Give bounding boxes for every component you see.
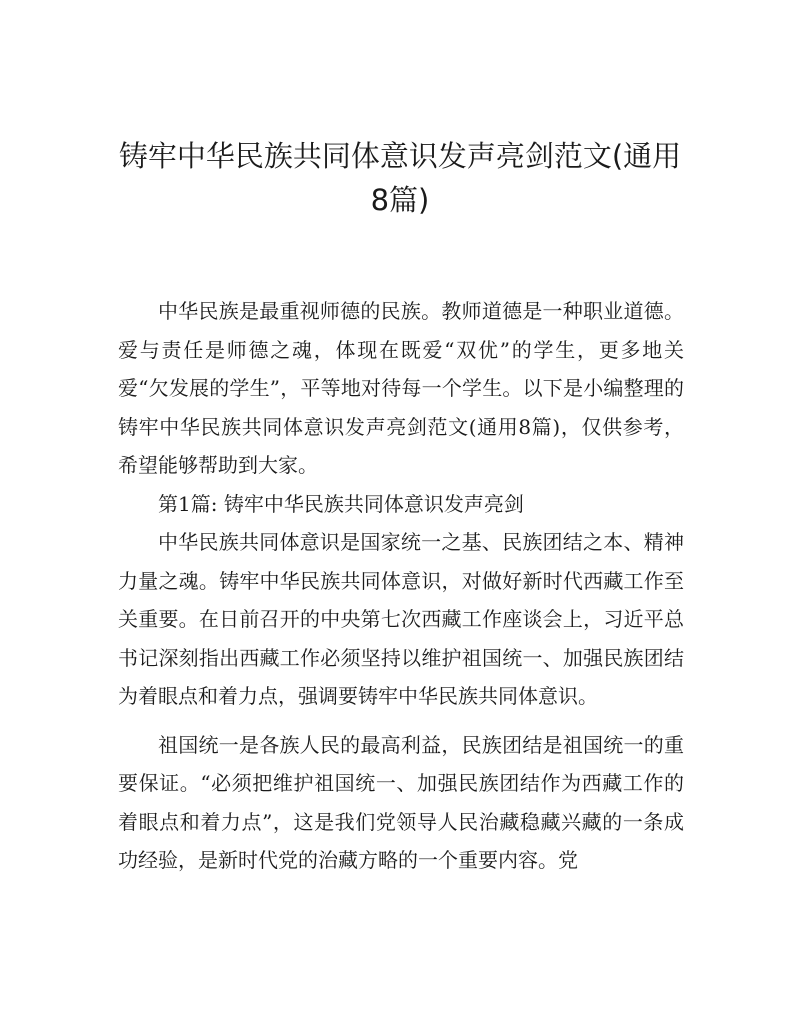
document-title: 铸牢中华民族共同体意识发声亮剑范文(通用8篇) (118, 139, 682, 217)
section-heading: 第1篇: 铸牢中华民族共同体意识发声亮剑 (158, 491, 524, 516)
body-paragraph: 祖国统一是各族人民的最高利益，民族团结是祖国统一的重要保证。“必须把维护祖国统一、加强民族团结作为西藏工作的着眼点和着力点”，这是我们党领导人民治藏稳藏兴藏的一条成功经验，是新时代党的治藏方略的一个重要内容。党 (118, 732, 684, 872)
body-paragraph: 中华民族共同体意识是国家统一之基、民族团结之本、精神力量之魂。铸牢中华民族共同体意识，对做好新时代西藏工作至关重要。在日前召开的中央第七次西藏工作座谈会上，习近平总书记深刻指出西藏工作必须坚持以维护祖国统一、加强民族团结为着眼点和着力点，强调要铸牢中华民族共同体意识。 (118, 530, 684, 708)
intro-paragraph: 中华民族是最重视师德的民族。教师道德是一种职业道德。爱与责任是师德之魂，体现在既爱“双优”的学生，更多地关爱“欠发展的学生”，平等地对待每一个学生。以下是小编整理的铸牢中华民族共同体意识发声亮剑范文(通用8篇)，仅供参考，希望能够帮助到大家。 (118, 299, 684, 477)
document-body (118, 292, 684, 880)
